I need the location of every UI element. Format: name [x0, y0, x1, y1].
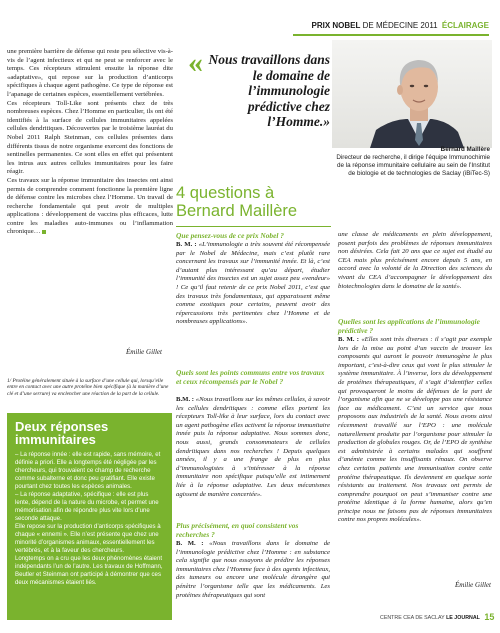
quote-mark: «	[188, 46, 203, 79]
question-4: Quelles sont les applications de l’immunologie prédictive ?	[338, 317, 480, 335]
end-bullet	[42, 230, 46, 234]
portrait-illustration	[332, 40, 492, 148]
header-label	[293, 21, 489, 32]
footer-org: CENTRE CEA DE SACLAY	[380, 615, 445, 621]
footnote: 1/ Protéine généralement située à la surface d’une cellule qui, lorsqu’elle entre en contact avec une autre protéine bien spécifique (à la manière d’une clé et d’une serrure) va enclencher une réaction de la part de la cellule.	[7, 378, 169, 397]
answer-2	[176, 396, 330, 499]
page-footer	[380, 612, 494, 622]
header-section: DE MÉDECINE 2011	[362, 21, 438, 30]
header-rule	[293, 34, 489, 36]
answer-2-lead: B.M. :	[176, 396, 195, 403]
question-1: Que pensez-vous de ce prix Nobel ?	[176, 231, 284, 240]
portrait-caption	[332, 146, 490, 178]
answer-2-text: «Nous travaillons sur les mêmes cellules, à savoir les cellules dendritiques : comme elles portent les récepteurs Toll-like à leur surface, lors du contact avec un agent pathogène elles activent la réponse immunitaire innée puis la réponse adaptative. Nous sommes donc, nous aussi, grands consommateurs de cellules dendritiques dans nos recherches ! Depuis quelques années, il y a une frange de plus en plus d’immunologistes à s’intéresser à la réponse immunitaire non spécifique puisqu’elle est intimement liée à la réponse adaptative. Les deux mécanismes agissent de manière concertée».	[176, 396, 331, 498]
article-intro-text	[7, 48, 173, 237]
header-prix-nobel: PRIX NOBEL	[311, 21, 361, 30]
page-header	[0, 0, 500, 34]
info-box	[7, 413, 172, 620]
answer-1-text: «L’immunologie a très souvent été récompensée par le Nobel de Médecine, mais c’est plutôt rare concernant les travaux sur l’immunité innée. Et là, c’est d’autant plus intéressant qu’au départ, étudier l’immunité des insectes est un sujet assez peu «vendeur» ! Ce qu’il faut retenir de ce prix Nobel 2011, c’est que des travaux très fondamentaux, qui apparaissent même comme exotiques pour certains, peuvent avoir des répercussions très pertinentes chez l’Homme et de nombreuses applications».	[176, 241, 331, 326]
answer-4	[338, 336, 492, 525]
pull-quote: Nous travaillons dans le domaine de l’immunologie prédictive chez l’Homme.»	[208, 52, 330, 129]
title-rule	[176, 226, 331, 227]
answer-3-text: «Nous travaillons dans le domaine de l’immunologie prédictive chez l’Homme : en substance cela signifie que nous essayons de prédire les réponses immunitaires chez l’Homme face à des agents infectieux, des tumeurs ou encore une molécule étrangère qui pénètre l’organisme telle que les médicaments. Les protéines thérapeutiques qui sont	[176, 540, 331, 599]
page-number: 15	[484, 612, 495, 622]
answer-3-lead: B. M. :	[176, 540, 204, 547]
question-3: Plus précisément, en quoi consistent vos recherches ?	[176, 521, 299, 539]
footer-journal: LE JOURNAL	[446, 615, 480, 621]
header-rubrique: ÉCLAIRAGE	[441, 21, 489, 30]
info-box-body: – La réponse innée : elle est rapide, sans mémoire, et définie a priori. Elle a longtemps été négligée par les chercheurs, qui trouvaient ce champ de recherche comme subalterne et donc peu gratifiant. Elle existe pourtant chez toutes les espèces animales. – La réponse adaptative, spécifique : elle est plus lente, dépend de la nature du microbe, et permet une mémorisation afin de répondre plus vite lors d’une seconde attaque. Elle repose sur la production d’anticorps spécifiques à chaque « ennemi ». Elle n’est présente que chez une minorité d’organismes animaux, essentiellement les vertébrés, et à la faveur des chercheurs. Longtemps on a cru que les deux phénomènes étaient indépendants l’un de l’autre. Les travaux de Hoffmann, Beutler et Steinman ont participé à démontrer que ces deux mécanismes étaient liés.	[15, 451, 163, 586]
portrait-photo	[332, 40, 492, 148]
answer-4-text: «Elles sont très diverses : il s’agit par exemple lors de la mise au point d’un vaccin de trouver les composants qui auront le pouvoir immunogène le plus important, c’est-à-dire ceux qui vont le plus stimuler le système immunitaire. À l’inverse, lors du développement de protéines thérapeutiques, il s’agit d’identifier celles qui provoqueront le moins de défenses de la part de l’organisme afin que ne se développe pas une résistance face au médicament. C’est un service que nous proposons aux industriels de la santé. Nous avons ainsi récemment travaillé sur l’EPO : une molécule naturellement produite par l’organisme pour stimuler la production de globules rouges. Or, de l’EPO de synthèse est administrée à certains malades qui souffrent d’anémie comme les insuffisants rénaux. On observe chez certains patients une immunisation contre cette protéine thérapeutique. Ils deviennent en quelque sorte résistants au traitement. Nos travaux ont permis de comprendre pourquoi on peut s’immuniser contre une protéine identique à la forme humaine, alors qu’en principe nous ne faisons pas de réponses immunitaires contre nos propres molécules».	[338, 336, 493, 524]
question-2: Quels sont les points communs entre vos travaux et ceux récompensés par le Nobel ?	[176, 368, 325, 386]
answer-3-continued: une classe de médicaments en plein développement, posent parfois des problèmes de réponses immunitaires non désirées. Cela fait 20 ans que ce sujet est étudié au CEA mais plus précisément encore depuis 5 ans, en accord avec la volonté de la Direction des sciences du vivant du CEA d’accompagner le développement des biotechnologies dans le domaine de la santé».	[338, 231, 492, 290]
info-box-title: Deux réponses immunitaires	[15, 419, 109, 447]
answer-3	[176, 540, 330, 600]
article-signature: Émilie Gillet	[126, 348, 162, 356]
answer-1-lead: B. M. :	[176, 241, 197, 248]
answer-1	[176, 241, 330, 327]
interview-signature: Émilie Gillet	[455, 581, 491, 589]
interview-title: 4 questions à Bernard Maillère	[176, 184, 298, 220]
caption-description: Directeur de recherche, il dirige l’équipe Immunochimie de la réponse immunitaire cellulaire au sein de l’Institut de biologie et de technologies de Saclay (iBiTec-S)	[336, 154, 490, 177]
article-intro-body: une première barrière de défense qui reste peu sélective vis-à-vis de l’agent infectieux et qui ne peut se renforcer avec le temps. Ces récepteurs stimulent ensuite la réponse dite «adaptative», qui repose sur la production d’anticorps spécifiques à chaque agent pathogène. Ce type de réponse est l’apanage de certaines espèces, essentiellement vertébrées. Ces récepteurs Toll-Like sont présents chez de très nombreuses espèces. Chez l’Homme en particulier, ils ont été identifiés à la surface de cellules immunitaires appelées cellules dendritiques. Découvertes par le troisième lauréat du Nobel 2011 Ralph Steinman, ces cellules présentes dans différents tissus de notre organisme exercent des fonctions de sentinelles permanentes. Ce sont elles en effet qui présentent les intrus aux autres cellules immunitaires pour les faire réagir. Ces travaux sur la réponse immunitaire des insectes ont ainsi permis de comprendre comment fonctionne la première ligne de défense contre les microbes chez l’Homme. Un travail de recherche fondamentale qui peut avoir de multiples applications : développement de vaccins plus efficaces, lutte contre les maladies auto-immunes ou l’inflammation chronique…	[7, 48, 173, 236]
answer-4-lead: B. M. :	[338, 336, 359, 343]
caption-name: Bernard Maillère	[440, 146, 490, 153]
